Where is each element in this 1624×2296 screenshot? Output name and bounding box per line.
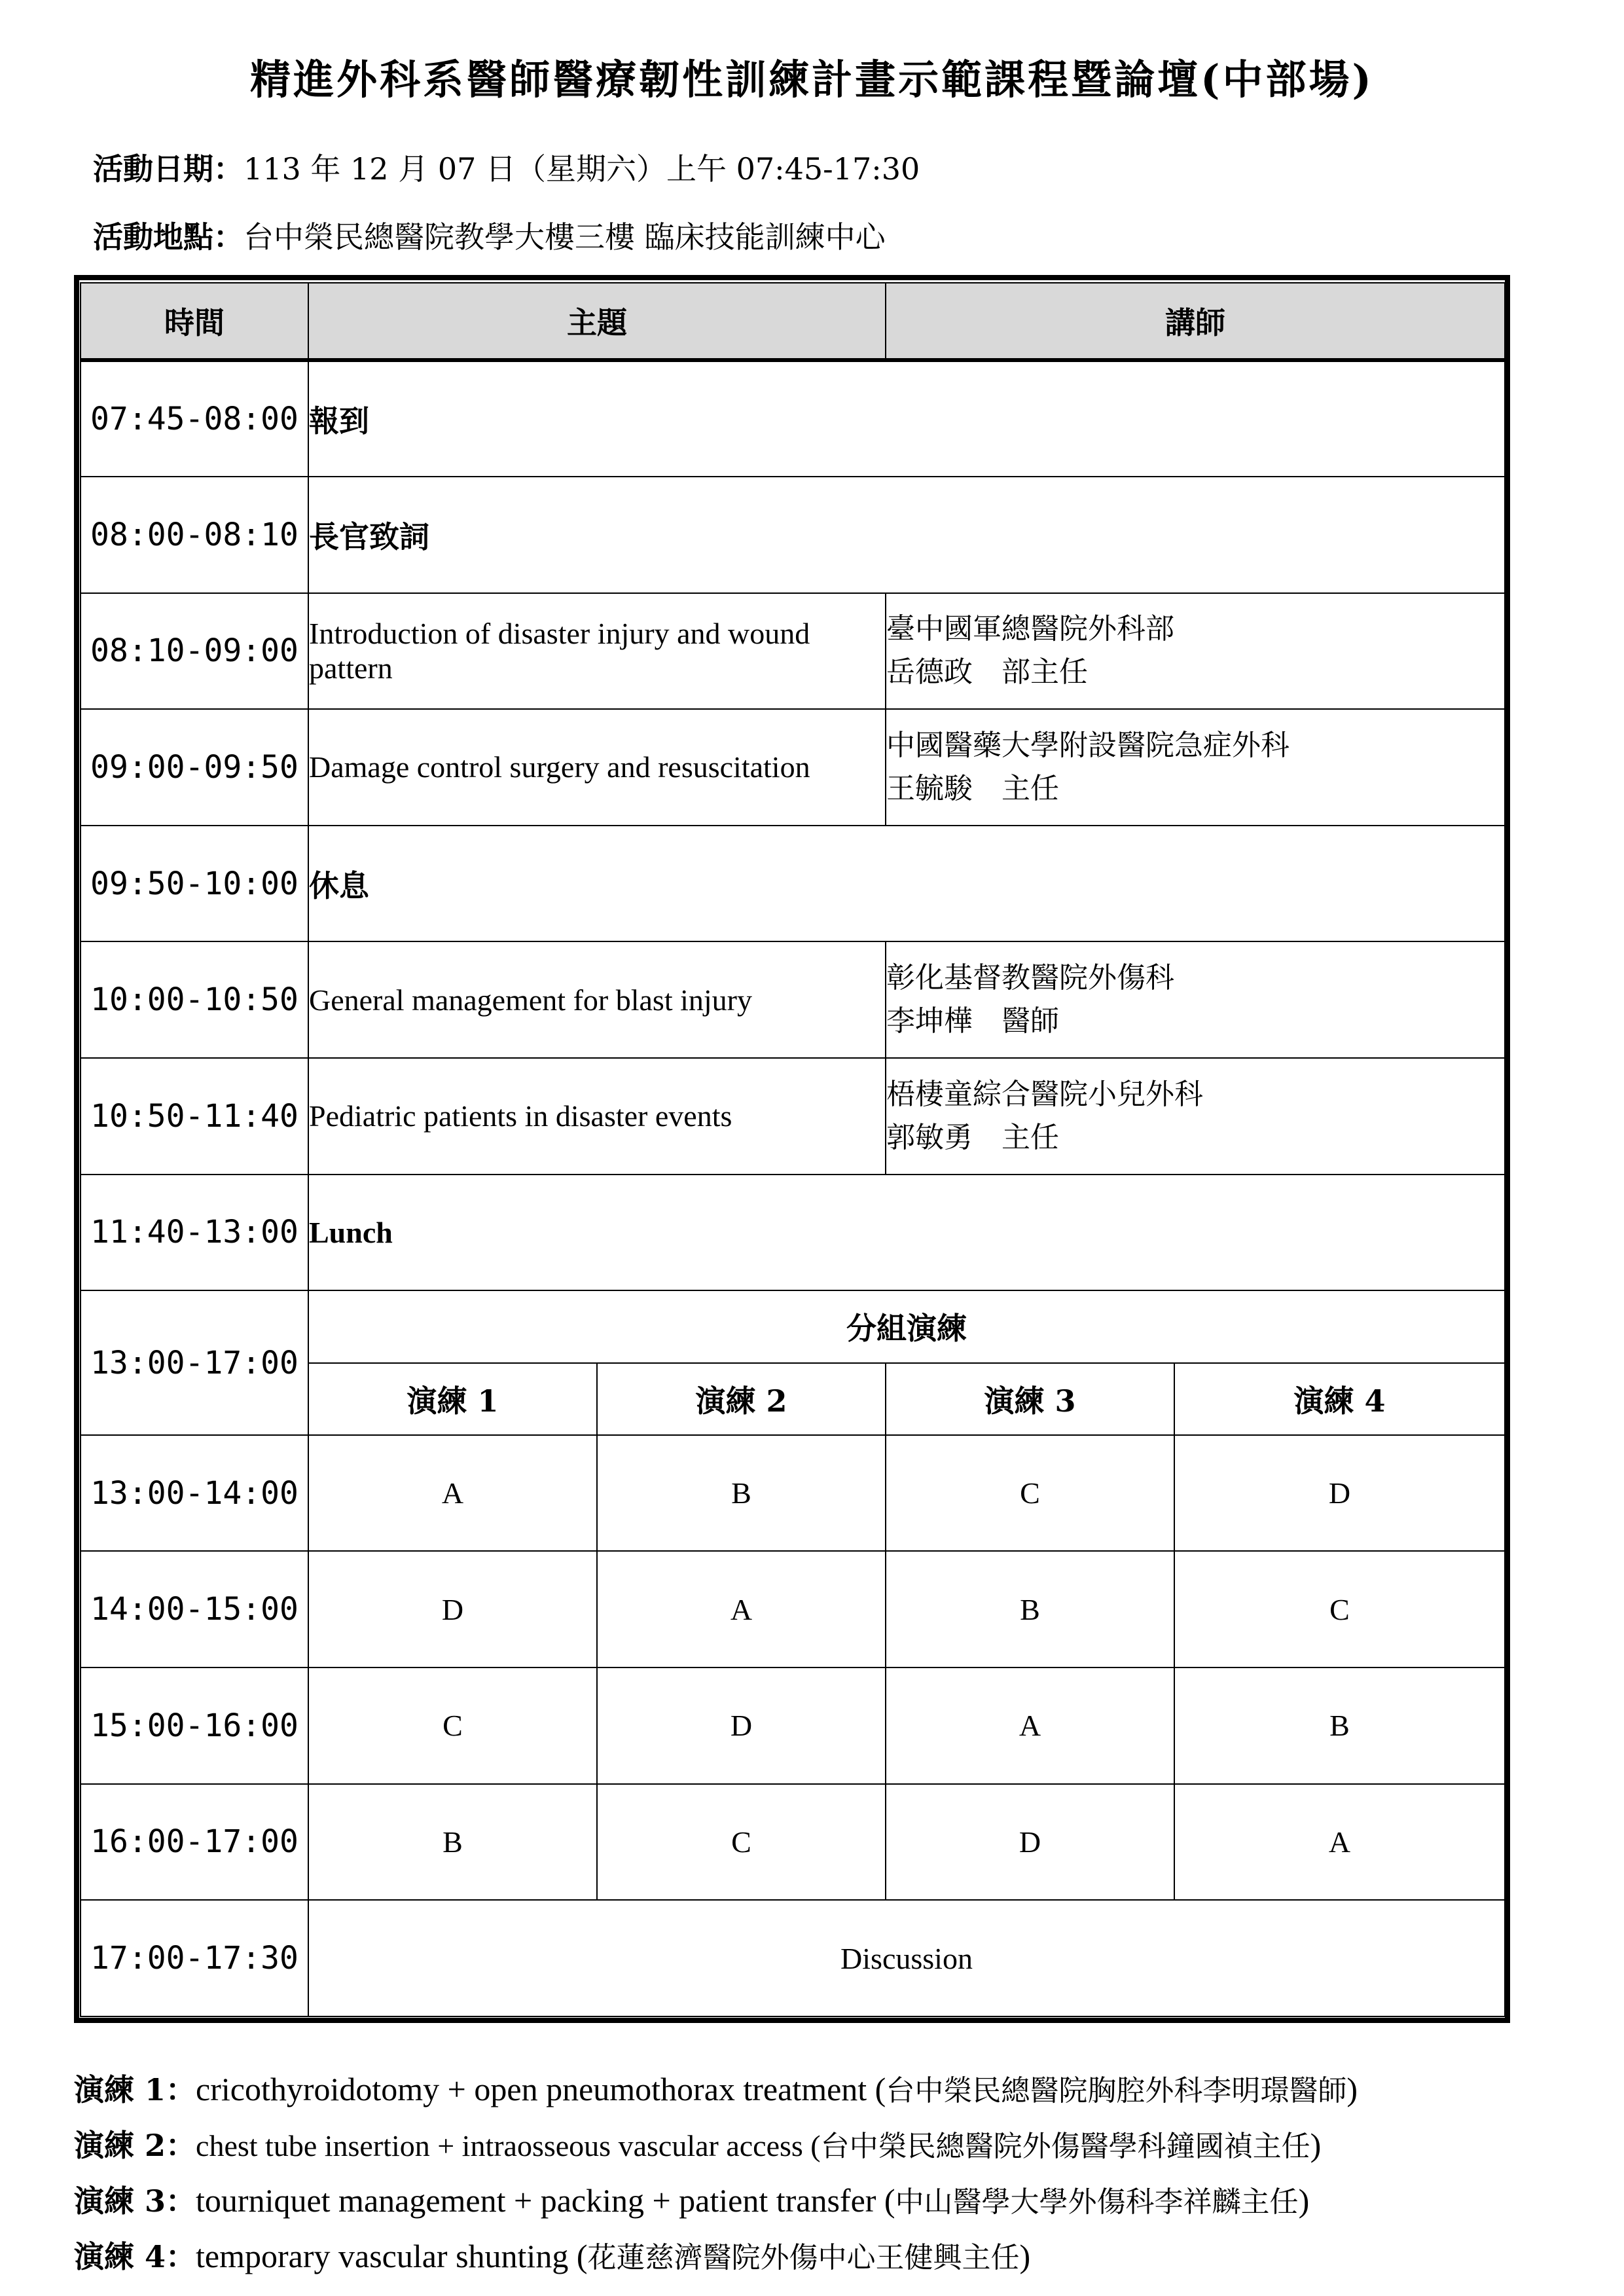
group-title: 分組演練	[308, 1290, 1505, 1362]
header-topic: 主題	[308, 283, 886, 360]
note-end: )	[1298, 2182, 1310, 2219]
table-row	[81, 360, 1505, 477]
rotation-cell: B	[308, 1784, 597, 1901]
note-station-4	[74, 2229, 1358, 2285]
note-key: 演練 3：	[74, 2183, 196, 2219]
row-topic: 報到	[308, 360, 1505, 477]
note-zh: 台中榮民總醫院胸腔外科李明璟醫師	[886, 2074, 1347, 2107]
table-row	[81, 941, 1505, 1058]
row-time: 09:00-09:50	[81, 709, 308, 826]
rotation-cell: C	[308, 1667, 597, 1784]
event-date-label: 活動日期：	[93, 151, 244, 187]
table-row	[81, 1175, 1505, 1291]
row-time: 07:45-08:00	[81, 360, 308, 477]
note-key: 演練 4：	[74, 2239, 196, 2274]
row-time: 08:00-08:10	[81, 477, 308, 593]
table-header-row	[81, 283, 1505, 360]
rotation-time: 13:00-14:00	[81, 1435, 308, 1552]
group-time: 13:00-17:00	[81, 1290, 308, 1435]
row-time: 08:10-09:00	[81, 593, 308, 710]
row-time: 09:50-10:00	[81, 826, 308, 942]
table-row	[81, 477, 1505, 593]
row-time: 10:00-10:50	[81, 941, 308, 1058]
station-1: 演練 1	[308, 1363, 597, 1435]
discussion-time: 17:00-17:30	[81, 1900, 308, 2016]
event-place-value: 台中榮民總醫院教學大樓三樓 臨床技能訓練中心	[244, 219, 886, 255]
event-place-label: 活動地點：	[93, 219, 244, 255]
header-time: 時間	[81, 283, 308, 360]
lecturer-name: 李坤樺 醫師	[886, 1004, 1059, 1038]
note-station-1	[74, 2062, 1358, 2118]
note-en: cricothyroidotomy + open pneumothorax treatment (	[196, 2071, 886, 2107]
station-4: 演練 4	[1174, 1363, 1505, 1435]
rotation-time: 15:00-16:00	[81, 1667, 308, 1784]
row-time: 11:40-13:00	[81, 1175, 308, 1291]
table-row	[81, 1058, 1505, 1175]
lecturer-name: 郭敏勇 主任	[886, 1120, 1059, 1154]
note-station-3	[74, 2174, 1358, 2229]
rotation-row	[81, 1551, 1505, 1667]
note-zh: 台中榮民總醫院外傷醫學科鐘國禎主任	[820, 2130, 1310, 2163]
note-key: 演練 1：	[74, 2072, 196, 2107]
note-end: )	[1310, 2126, 1322, 2163]
rotation-row	[81, 1435, 1505, 1552]
rotation-cell: A	[308, 1435, 597, 1552]
event-date-value: 113 年 12 月 07 日（星期六）上午 07:45-17:30	[244, 151, 920, 187]
lecturer-org: 彰化基督教醫院外傷科	[886, 961, 1174, 995]
row-topic: General management for blast injury	[308, 941, 886, 1058]
rotation-cell: D	[1174, 1435, 1505, 1552]
rotation-cell: B	[886, 1551, 1174, 1667]
row-lecturer	[886, 709, 1505, 826]
rotation-cell: B	[597, 1435, 886, 1552]
lecturer-org: 梧棲童綜合醫院小兒外科	[886, 1077, 1203, 1111]
schedule-table	[80, 282, 1506, 2017]
note-en: tourniquet management + packing + patient transfer (	[196, 2182, 895, 2219]
row-time: 10:50-11:40	[81, 1058, 308, 1175]
note-en: temporary vascular shunting (	[196, 2238, 588, 2274]
rotation-cell: A	[1174, 1784, 1505, 1901]
note-key: 演練 2：	[74, 2128, 196, 2163]
note-end: )	[1346, 2071, 1358, 2107]
note-station-2	[74, 2118, 1358, 2174]
row-topic: Damage control surgery and resuscitation	[308, 709, 886, 826]
note-zh: 中山醫學大學外傷科李祥麟主任	[895, 2185, 1299, 2219]
row-lecturer	[886, 941, 1505, 1058]
table-row	[81, 593, 1505, 710]
rotation-cell: D	[886, 1784, 1174, 1901]
table-row	[81, 826, 1505, 942]
lecturer-name: 岳德政 部主任	[886, 655, 1088, 689]
row-topic: 休息	[308, 826, 1505, 942]
note-end: )	[1019, 2238, 1031, 2274]
row-topic: 長官致詞	[308, 477, 1505, 593]
row-topic: Introduction of disaster injury and wound pattern	[308, 593, 886, 710]
row-lecturer	[886, 593, 1505, 710]
group-title-row	[81, 1290, 1505, 1362]
station-2: 演練 2	[597, 1363, 886, 1435]
note-en: chest tube insertion + intraosseous vascular access (	[196, 2129, 821, 2162]
discussion-row	[81, 1900, 1505, 2016]
rotation-cell: D	[308, 1551, 597, 1667]
page-title: 精進外科系醫師醫療韌性訓練計畫示範課程暨論壇(中部場)	[250, 56, 1374, 103]
row-topic: Pediatric patients in disaster events	[308, 1058, 886, 1175]
rotation-cell: A	[886, 1667, 1174, 1784]
rotation-time: 16:00-17:00	[81, 1784, 308, 1901]
header-lecturer: 講師	[886, 283, 1505, 360]
lecturer-org: 臺中國軍總醫院外科部	[886, 612, 1174, 646]
station-3: 演練 3	[886, 1363, 1174, 1435]
row-topic: Lunch	[308, 1175, 1505, 1291]
table-row	[81, 709, 1505, 826]
rotation-time: 14:00-15:00	[81, 1551, 308, 1667]
lecturer-name: 王毓駿 主任	[886, 771, 1059, 805]
station-notes	[74, 2062, 1358, 2285]
rotation-cell: C	[597, 1784, 886, 1901]
rotation-row	[81, 1667, 1505, 1784]
rotation-cell: C	[1174, 1551, 1505, 1667]
rotation-cell: D	[597, 1667, 886, 1784]
rotation-cell: C	[886, 1435, 1174, 1552]
discussion-label: Discussion	[308, 1900, 1505, 2016]
lecturer-org: 中國醫藥大學附設醫院急症外科	[886, 728, 1290, 762]
rotation-row	[81, 1784, 1505, 1901]
rotation-cell: B	[1174, 1667, 1505, 1784]
row-lecturer	[886, 1058, 1505, 1175]
event-place	[93, 213, 886, 257]
rotation-cell: A	[597, 1551, 886, 1667]
event-date	[93, 145, 920, 189]
note-zh: 花蓮慈濟醫院外傷中心王健興主任	[587, 2241, 1020, 2274]
